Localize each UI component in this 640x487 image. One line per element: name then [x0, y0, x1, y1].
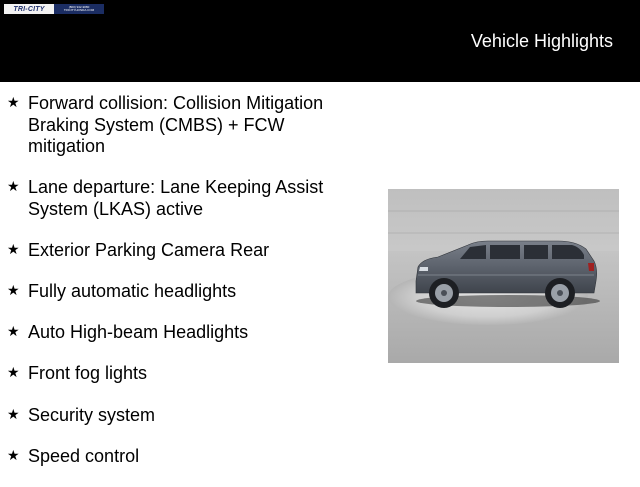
star-icon: ★	[7, 95, 20, 111]
feature-text: Security system	[28, 404, 156, 425]
dealer-logo-phone: (800) 942-9080	[68, 4, 90, 9]
feature-text: Front fog lights	[28, 363, 148, 384]
feature-item	[7, 240, 352, 262]
feature-item	[7, 446, 352, 468]
feature-item	[7, 322, 352, 344]
feature-item	[7, 405, 352, 427]
feature-text: Lane departure: Lane Keeping Assist System (LKAS) active	[28, 177, 324, 219]
star-icon: ★	[7, 447, 20, 464]
feature-item	[7, 93, 352, 158]
star-icon: ★	[7, 241, 20, 258]
page-title: Vehicle Highlights	[470, 31, 613, 51]
star-icon: ★	[7, 365, 20, 382]
dealer-logo[interactable]	[4, 4, 104, 14]
vehicle-photo[interactable]	[388, 189, 619, 363]
feature-list	[7, 93, 352, 487]
feature-text: Auto High-beam Headlights	[28, 322, 249, 343]
dealer-logo-contact	[54, 4, 104, 14]
vehicle-photo-graphic	[388, 189, 619, 363]
feature-text: Forward collision: Collision Mitigation Braking System (CMBS) + FCW mitigation	[28, 93, 324, 156]
feature-item	[7, 281, 352, 303]
feature-item	[7, 177, 352, 220]
dealer-logo-name: TRI-CITY	[4, 4, 54, 14]
header-bar	[0, 0, 640, 82]
feature-text: Exterior Parking Camera Rear	[28, 239, 270, 260]
star-icon: ★	[7, 406, 20, 423]
star-icon: ★	[7, 179, 20, 196]
feature-text: Speed control	[28, 445, 140, 466]
feature-text: Fully automatic headlights	[28, 281, 237, 302]
dealer-logo-tagline: TRICITYHONDA.COM	[63, 8, 95, 12]
star-icon: ★	[7, 324, 20, 341]
feature-item	[7, 363, 352, 385]
star-icon: ★	[7, 283, 20, 300]
